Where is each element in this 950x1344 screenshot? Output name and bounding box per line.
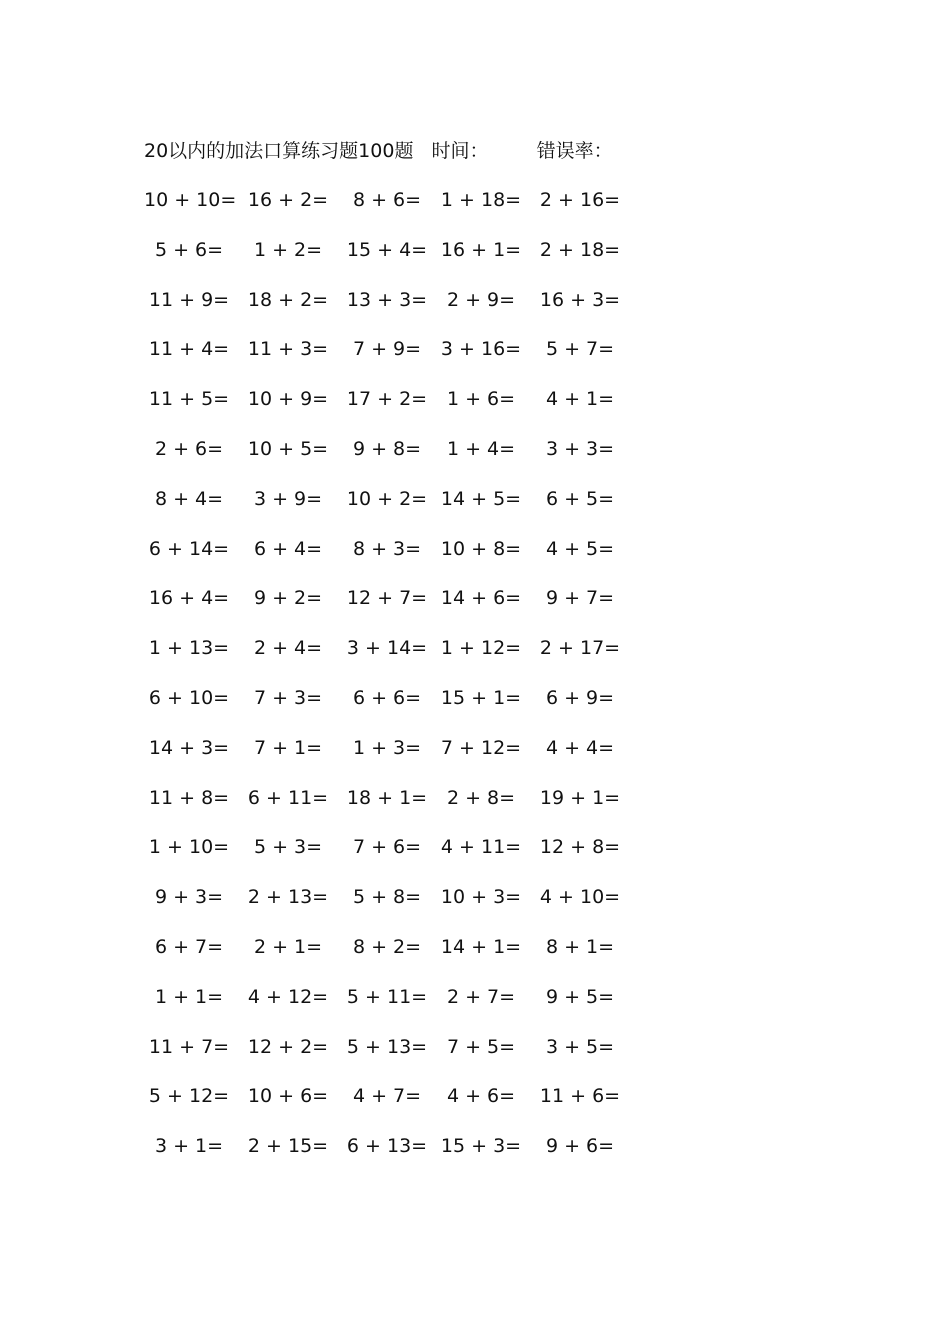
problem-row [0,583,950,613]
problem-row [0,235,950,265]
addition-problem: 12 + 2= [247,1035,329,1058]
problem-row [0,882,950,912]
problem-row [0,434,950,464]
addition-problem: 7 + 6= [352,836,422,859]
addition-problem: 8 + 3= [352,537,422,560]
addition-problem: 1 + 10= [148,836,230,859]
addition-problem: 5 + 12= [148,1085,230,1108]
addition-problem: 7 + 9= [352,338,422,361]
problem-row [0,1032,950,1062]
addition-problem: 2 + 1= [253,936,323,958]
problem-row [0,832,950,862]
addition-problem: 3 + 5= [545,1035,615,1058]
addition-problem: 19 + 1= [539,786,621,809]
addition-problem: 1 + 4= [446,438,516,460]
addition-problem: 2 + 15= [247,1135,329,1158]
addition-problem: 10 + 8= [440,537,522,560]
addition-problem: 7 + 12= [440,736,522,759]
addition-problem: 2 + 17= [539,637,621,660]
addition-problem: 12 + 7= [346,587,428,610]
addition-problem: 17 + 2= [346,388,428,411]
addition-problem: 6 + 5= [545,487,615,510]
addition-problem: 13 + 3= [346,288,428,311]
addition-problem: 1 + 13= [148,637,230,660]
addition-problem: 3 + 3= [545,438,615,460]
problem-row [0,633,950,663]
addition-problem: 14 + 6= [440,587,522,610]
addition-problem: 6 + 6= [352,687,422,709]
addition-problem: 3 + 14= [346,637,428,660]
addition-problem: 11 + 8= [148,786,230,809]
addition-problem: 4 + 4= [545,736,615,759]
addition-problem: 2 + 13= [247,886,329,909]
addition-problem: 4 + 10= [539,886,621,909]
addition-problem: 9 + 3= [154,886,224,909]
addition-problem: 6 + 4= [253,537,323,560]
addition-problem: 10 + 3= [440,886,522,909]
addition-problem: 15 + 4= [346,238,428,261]
addition-problem: 8 + 6= [352,189,422,211]
addition-problem: 16 + 3= [539,288,621,311]
addition-problem: 5 + 13= [346,1035,428,1058]
problem-row [0,484,950,514]
addition-problem: 9 + 7= [545,587,615,610]
addition-problem: 6 + 14= [148,537,230,560]
addition-problem: 6 + 7= [154,936,224,958]
addition-problem: 4 + 7= [352,1085,422,1108]
addition-problem: 2 + 7= [446,985,516,1008]
addition-problem: 5 + 7= [545,338,615,361]
addition-problem: 4 + 11= [440,836,522,859]
addition-problem: 11 + 4= [148,338,230,361]
addition-problem: 8 + 4= [154,487,224,510]
addition-problem: 16 + 4= [148,587,230,610]
addition-problem: 11 + 9= [148,288,230,311]
addition-problem: 4 + 1= [545,388,615,411]
problem-row [0,932,950,962]
addition-problem: 7 + 1= [253,736,323,759]
addition-problem: 10 + 9= [247,388,329,411]
problem-row [0,1131,950,1161]
addition-problem: 15 + 3= [440,1135,522,1158]
addition-problem: 2 + 9= [446,288,516,311]
addition-problem: 6 + 9= [545,687,615,709]
addition-problem: 1 + 18= [440,189,522,211]
addition-problem: 5 + 11= [346,985,428,1008]
addition-problem: 1 + 3= [352,736,422,759]
problem-row [0,1081,950,1111]
addition-problem: 9 + 2= [253,587,323,610]
addition-problem: 5 + 8= [352,886,422,909]
addition-problem: 14 + 1= [440,936,522,958]
addition-problem: 8 + 1= [545,936,615,958]
addition-problem: 7 + 5= [446,1035,516,1058]
addition-problem: 10 + 6= [247,1085,329,1108]
addition-problem: 3 + 16= [440,338,522,361]
problem-row [0,534,950,564]
problem-row [0,783,950,813]
addition-problem: 6 + 10= [148,687,230,709]
addition-problem: 14 + 3= [148,736,230,759]
addition-problem: 2 + 6= [154,438,224,460]
addition-problem: 7 + 3= [253,687,323,709]
addition-problem: 18 + 1= [346,786,428,809]
problem-row [0,285,950,315]
addition-problem: 3 + 9= [253,487,323,510]
addition-problem: 4 + 6= [446,1085,516,1108]
addition-problem: 8 + 2= [352,936,422,958]
addition-problem: 4 + 5= [545,537,615,560]
addition-problem: 6 + 13= [346,1135,428,1158]
problem-row [0,384,950,414]
addition-problem: 1 + 6= [446,388,516,411]
addition-problem: 9 + 5= [545,985,615,1008]
addition-problem: 11 + 6= [539,1085,621,1108]
addition-problem: 1 + 2= [253,238,323,261]
time-label: 时间： [431,140,489,162]
addition-problem: 11 + 7= [148,1035,230,1058]
addition-problem: 10 + 10= [144,189,237,211]
addition-problem: 2 + 16= [539,189,621,211]
addition-problem: 5 + 3= [253,836,323,859]
addition-problem: 11 + 5= [148,388,230,411]
worksheet-title: 20以内的加法口算练习题100题 [144,140,414,162]
addition-problem: 11 + 3= [247,338,329,361]
addition-problem: 1 + 12= [440,637,522,660]
addition-problem: 3 + 1= [154,1135,224,1158]
problem-row [0,982,950,1012]
error-rate-label: 错误率： [536,140,613,162]
addition-problem: 14 + 5= [440,487,522,510]
addition-problem: 2 + 4= [253,637,323,660]
addition-problem: 4 + 12= [247,985,329,1008]
addition-problem: 10 + 2= [346,487,428,510]
addition-problem: 9 + 6= [545,1135,615,1158]
addition-problem: 9 + 8= [352,438,422,460]
addition-problem: 5 + 6= [154,238,224,261]
addition-problem: 16 + 1= [440,238,522,261]
problem-row [0,334,950,364]
addition-problem: 1 + 1= [154,985,224,1008]
problem-row [0,185,950,215]
addition-problem: 2 + 18= [539,238,621,261]
addition-problem: 2 + 8= [446,786,516,809]
addition-problem: 16 + 2= [247,189,329,211]
addition-problem: 15 + 1= [440,687,522,709]
addition-problem: 10 + 5= [247,438,329,460]
problem-row [0,683,950,713]
addition-problem: 6 + 11= [247,786,329,809]
addition-problem: 18 + 2= [247,288,329,311]
problem-row [0,733,950,763]
addition-problem: 12 + 8= [539,836,621,859]
